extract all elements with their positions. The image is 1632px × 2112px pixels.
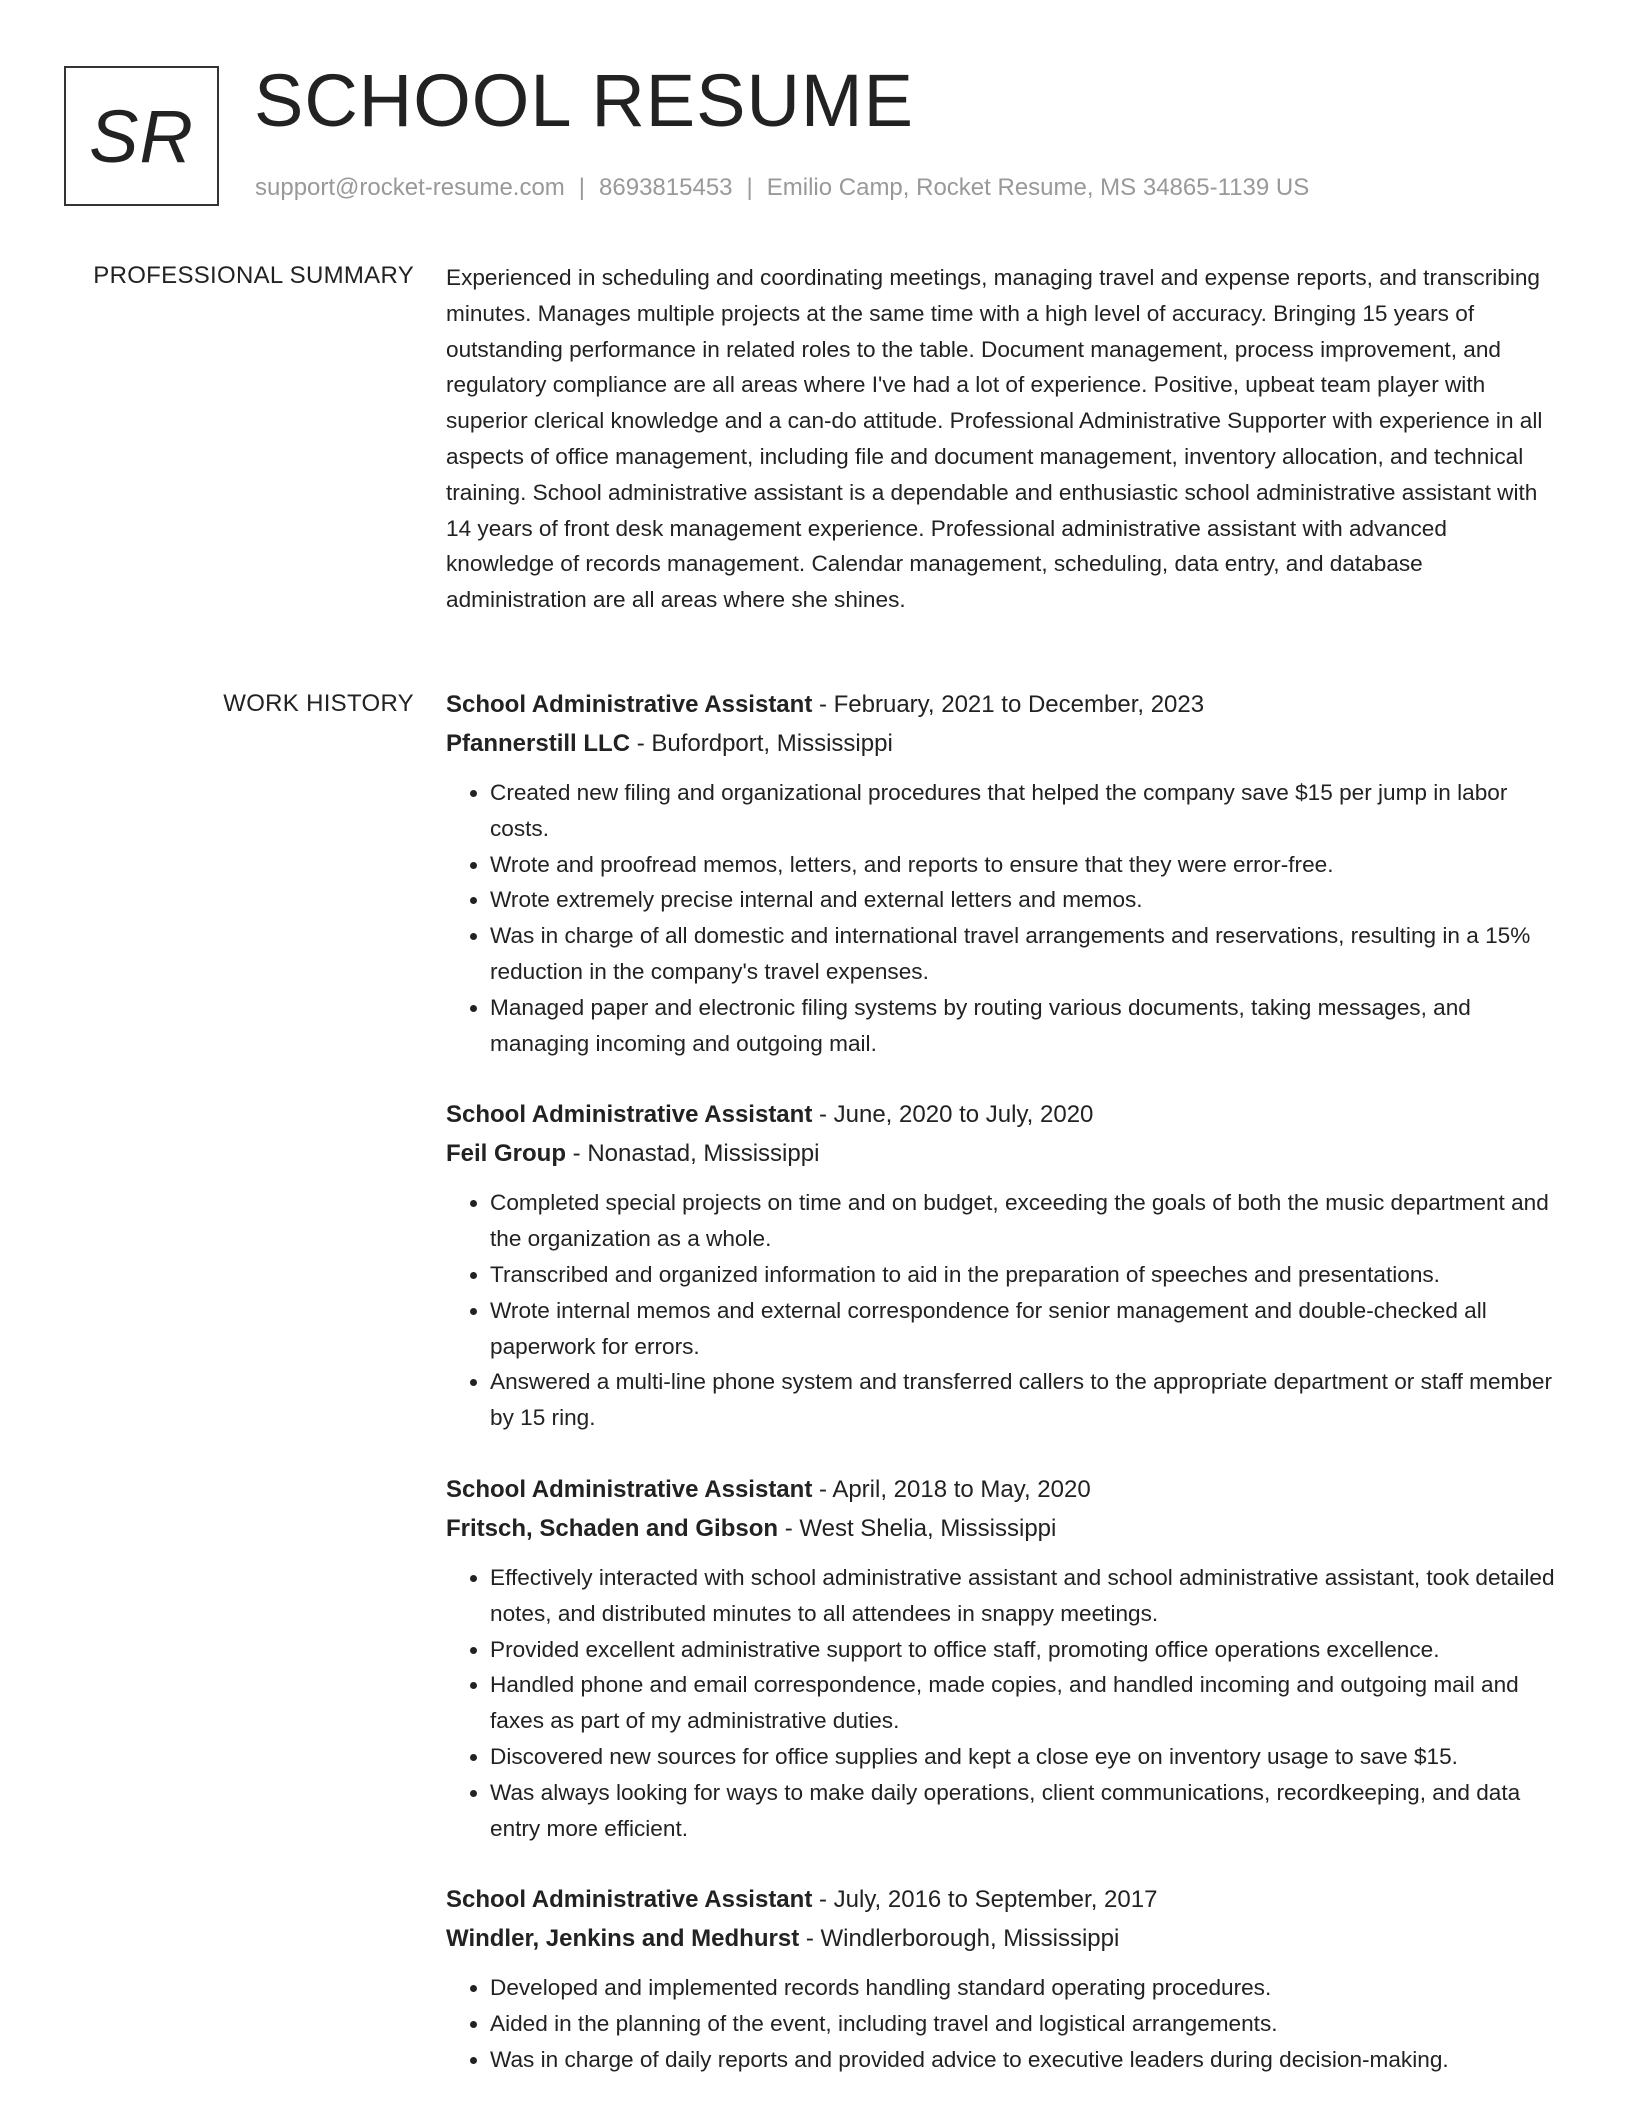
resume-title: SCHOOL RESUME (254, 59, 914, 142)
job-bullet: • Was always looking for ways to make daily operations, client communications, recordkeeping, and data entry more efficient. (490, 1775, 1560, 1847)
job-bullet-list (446, 1560, 1560, 1846)
job-bullet-list (446, 1185, 1560, 1436)
work-history-section (446, 685, 1560, 2112)
job-company-line (446, 724, 1560, 763)
job-bullet: • Developed and implemented records handling standard operating procedures. (490, 1970, 1560, 2006)
summary-section-label: PROFESSIONAL SUMMARY (93, 262, 414, 289)
job-title-line (446, 685, 1560, 724)
job-bullet: • Aided in the planning of the event, including travel and logistical arrangements. (490, 2006, 1560, 2042)
job-location: - West Shelia, Mississippi (778, 1514, 1057, 1542)
job-bullet: • Effectively interacted with school administrative assistant and school administrative assistant, took detailed notes, and distributed minutes to all attendees in snappy meetings. (490, 1560, 1560, 1632)
job-entry (446, 1880, 1560, 2077)
job-title: School Administrative Assistant (446, 691, 813, 718)
job-bullet-list (446, 775, 1560, 1061)
job-title: School Administrative Assistant (446, 1886, 813, 1914)
job-company: Pfannerstill LLC (446, 730, 631, 757)
job-bullet: • Handled phone and email correspondence, made copies, and handled incoming and outgoing mail and faxes as part of my administrative duties. (490, 1667, 1560, 1739)
job-bullet: • Created new filing and organizational procedures that helped the company save $15 per jump in labor costs. (490, 775, 1560, 847)
job-company: Fritsch, Schaden and Gibson (446, 1514, 779, 1542)
monogram-logo: SR (64, 66, 219, 206)
job-title: School Administrative Assistant (446, 1101, 813, 1129)
summary-text: Experienced in scheduling and coordinating meetings, managing travel and expense reports, and transcribing minutes. Manages multiple projects at the same time with a high level of accuracy. Bringing 15 years of outstanding performance in related roles to the table. Document management, process improvement, and regulatory compliance are all areas where I've had a lot of experience. Positive, upbeat team player with superior clerical knowledge and a can-do attitude. Professional Administrative Supporter with experience in all aspects of office management, including file and document management, inventory allocation, and technical training. School administrative assistant is a dependable and enthusiastic school administrative assistant with 14 years of front desk management experience. Professional administrative assistant with advanced knowledge of records management. Calendar management, scheduling, data entry, and database administration are all areas where she shines. (446, 265, 1543, 613)
job-location: - Nonastad, Mississippi (566, 1140, 820, 1168)
contact-separator: | (578, 174, 586, 201)
job-title-line (446, 1095, 1560, 1134)
job-bullet-list (446, 1970, 1560, 2077)
job-entry (446, 1470, 1560, 1846)
job-title: School Administrative Assistant (446, 1475, 813, 1503)
job-bullet: • Transcribed and organized information to aid in the preparation of speeches and presentations. (490, 1257, 1560, 1293)
job-bullet: • Discovered new sources for office supplies and kept a close eye on inventory usage to save $15. (490, 1739, 1560, 1775)
job-bullet: • Was in charge of daily reports and provided advice to executive leaders during decision-making. (490, 2042, 1560, 2078)
job-bullet: • Wrote extremely precise internal and external letters and memos. (490, 882, 1560, 918)
job-title-line (446, 1470, 1560, 1509)
job-bullet: • Wrote internal memos and external correspondence for senior management and double-checked all paperwork for errors. (490, 1293, 1560, 1365)
job-bullet: • Provided excellent administrative support to office staff, promoting office operations excellence. (490, 1632, 1560, 1668)
job-bullet: • Was in charge of all domestic and international travel arrangements and reservations, resulting in a 15% reduction in the company's travel expenses. (490, 918, 1560, 990)
job-dates: - February, 2021 to December, 2023 (812, 691, 1205, 718)
job-company-line (446, 1509, 1560, 1548)
contact-phone[interactable]: 8693815453 (599, 174, 733, 201)
job-company: Feil Group (446, 1140, 566, 1168)
job-company-line (446, 1919, 1560, 1958)
job-dates: - April, 2018 to May, 2020 (812, 1475, 1091, 1503)
contact-email[interactable]: support@rocket-resume.com (255, 174, 565, 201)
job-bullet: • Managed paper and electronic filing systems by routing various documents, taking messages, and managing incoming and outgoing mail. (490, 990, 1560, 1062)
job-dates: - July, 2016 to September, 2017 (812, 1886, 1158, 1914)
job-company: Windler, Jenkins and Medhurst (446, 1925, 800, 1953)
job-dates: - June, 2020 to July, 2020 (812, 1101, 1094, 1129)
job-entry (446, 685, 1560, 1061)
contact-separator: | (746, 174, 753, 201)
job-entry (446, 1095, 1560, 1436)
job-bullet: • Answered a multi-line phone system and transferred callers to the appropriate department or staff member by 15 ring. (490, 1364, 1560, 1436)
summary-section (446, 260, 1560, 618)
job-company-line (446, 1134, 1560, 1173)
job-bullet: • Completed special projects on time and on budget, exceeding the goals of both the music department and the organization as a whole. (490, 1185, 1560, 1257)
job-location: - Windlerborough, Mississippi (799, 1925, 1120, 1953)
job-title-line (446, 1880, 1560, 1919)
contact-address: Emilio Camp, Rocket Resume, MS 34865-1139 US (766, 174, 1310, 201)
work-history-section-label: WORK HISTORY (223, 690, 414, 717)
job-location: - Bufordport, Mississippi (630, 730, 893, 757)
job-bullet: • Wrote and proofread memos, letters, and reports to ensure that they were error-free. (490, 847, 1560, 883)
contact-line (255, 174, 1309, 202)
